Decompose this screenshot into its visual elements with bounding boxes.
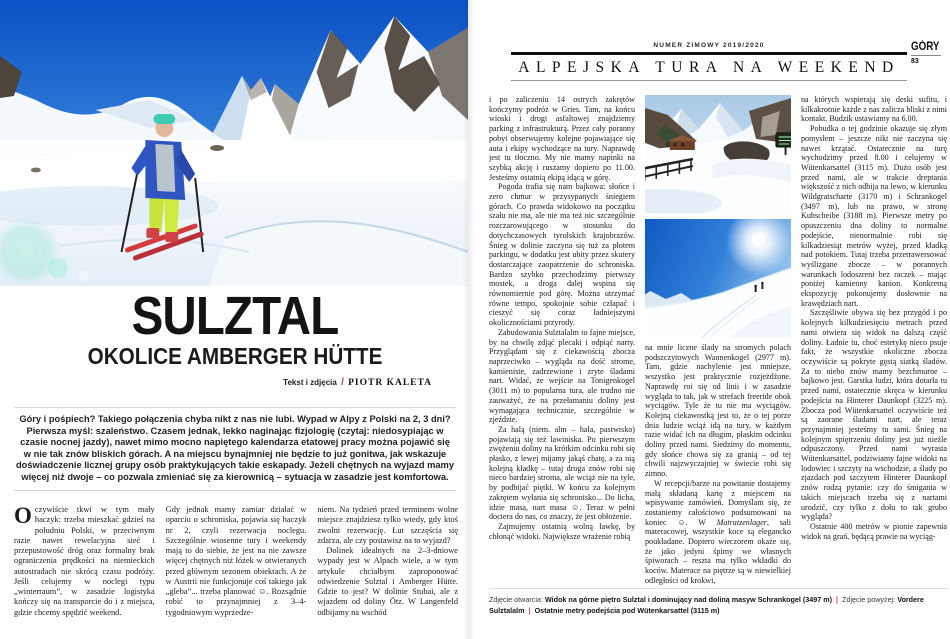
magazine-logo-block [911,41,947,65]
left-column-1 [14,505,155,637]
left-page-columns [14,505,458,637]
body-text: na których wspierają się deski sufitu, i kilkakrotnie każde z nas zalicza bliski z nimi kontakt. Budzik ustawiamy na 6.00. [801,95,947,124]
logo-rule [911,55,941,56]
right-column-3 [801,95,947,585]
credit-label: Tekst i zdjęcia [283,378,337,388]
byline [0,377,470,388]
drop-cap: O [14,505,32,528]
body-text: Dolinek idealnych na 2–3-dniowe wypady jest w Alpach wiele, a w tym artykule chciałbym zaproponować odwiedzenie Sulztal i Amberger Hütte. Gdzie to jest? W dolinie Stubai, ale z wjazdem od doliny Ötz. W Langenfeld odbijamy na wschód [317,546,458,617]
body-text-italic: Matratzenlager [716,517,767,527]
page-number: 83 [911,58,919,65]
header-rule-thick [511,52,907,55]
body-text: czywiście tkwi w tym mały haczyk: trzeba mieszkać gdzieś na południu Polski, w przeciwnym razie nawet rewelacyjna sieć i przepustowość dróg oraz formalny brak ograniczenia prędkości na niemieckich autostradach nie skrócą czasu podróży. Jeśli celujemy w noclegi typu „winterraum”, w zasadzie logistyka kończy się na transporcie do i z miejsca, gdzie chcemy spędzić weekend. [14,505,155,617]
caption-separator: | [836,595,839,604]
body-text: W recepcji/barze na powitanie dostajemy małą składaną kartę z miejscem na wpisywanie zamówień. Domyślam się, że zostaniemy całościowo podsumowani na koniec ☺. W [645,478,791,527]
photo-sunny-slope-illustration [645,219,791,337]
body-text: Zabudowania Sulztalalm to fajne miejsce, by na chwilę zdjąć plecaki i odpiąć narty. Przyglądam się z ciekawością zbocza naprzeciwko – wygląda na dość strome, kamieniste, zadrzewione i zryte śladami nart. Widać, że wejście na Tonigenkogel (3011 m) to popularna tura, ale trudno nie zauważyć, że na przełamaniu doliny jest wymagająca technicznie, szczególnie w zjeździe. [489,327,635,425]
caption-label: Zdjęcie otwarcia: [489,595,543,604]
article-subtitle: OKOLICE AMBERGER HÜTTE [87,343,383,369]
body-text [645,479,791,585]
photo-caption [489,588,947,617]
body-text: na mnie liczne ślady na stromych polach podszczytowych Wannenkogel (2977 m). Tam, gdzie nachylenie jest mniejsze, wszystko jest praktycznie rozjeżdżone. Naprawdę roi się od linii i w zasadzie wygląda to tak, jak w strefach freeride obok wyciągów. Tyle że tu nie ma wyciągów. Kolejną ciekawostką jest to, że o tej porze dnia ludzie wciąż idą na tury, w każdym razie widać ich na długim, płaskim odcinku doliny przed nami. Siedzimy do momentu, gdy słońce chowa się za granią – od tej chwili najzwyczajniej w świecie robi się zimno. [645,343,791,479]
body-text: Zajmujemy ostatnią wolną ławkę, by chłonąć widoki. Największe wrażenie robią [489,521,635,541]
right-column-2 [645,95,791,585]
page-fold [463,0,475,639]
caption-label: Zdjęcie powyżej: [842,595,896,604]
left-column-2 [166,505,307,637]
section-title: ALPEJSKA TURA NA WEEKEND [518,59,900,76]
body-text: Szczęśliwie obywa się bez przygód i po kolejnych kilkudziesięciu metrach przed nami otwiera się widok na dalszą część doliny. Ładnie tu, choć estetykę nieco psuje fakt, że wszystkie okoliczne zbocza oczywiście są pokryte gęstą siatką śladów. Za to niebo znów mamy bezchmurne – bajkowo jest. Garstka ludzi, która dotarła tu przed nami, ostatecznie skręca w kierunku podejścia na Hinterer Daunkopf (3225 m). Zbocza pod Wütenkarsattel oczywiście też są zaorane śladami nart, ale teraz przynajmniej jesteśmy tu sami. Śnieg na kolejnym spiętrzeniu doliny jest już nieźle odpuszczony. Przed nami wyrasta Wütenkarsattel, podziwiamy fajne widoki na lodowiec i szczyty na wschodzie, a ślady po zjazdach pod szczytem Hinterer Daunkopf znów rodzą pytanie: czy do śmigania w takich miejscach trzeba się z nartami urodzić, czy tylko z dołu to tak grubo wygląda? [801,308,947,522]
credit-author: PIOTR KALETA [348,378,432,389]
body-text: i po zaliczeniu 14 ostrych zakrętów kończymy podróż w Gries. Tam, na końcu wioski i drogi asfaltowej znajdziemy parking z infrastrukturą. Przez cały poranny pobyt obserwujemy kolejne pojawiające się auta i ekipy wychodzące na tury. Naprawdę jest tu tłoczno. My nie mamy napinki na szybką akcję i ruszamy dopiero po 11.00. Jesteśmy ostatnią ekipą idącą w górę. [489,95,635,182]
photo-valley-hut-illustration [645,95,791,213]
photo-valley-hut [645,95,791,213]
photo-sunny-slope [645,219,791,337]
body-text: Gdy jednak mamy zamiar działać w oparciu o schroniska, pojawia się haczyk nr 2, czyli rezerwacja noclegu. Szczególnie wiosenne tury i weekendy mają to do siebie, że jest na nie zawsze więcej chętnych niż łóżek w otwieranych przed głównym sezonem obiektach. A że w Austrii nie funkcjonuje coś takiego jak „gleba”... trzeba planować ☺. Rozsądnie robić to przynajmniej z 3–4-tygodniowym wyprzedze- [165,505,307,617]
section-header [511,42,907,81]
body-text: Pogoda trafia się nam bajkowa: słońce i zero chmur w przysypanych śniegiem górach. Co prawda widokowo na początku szału nie ma, ale nie ma też nic szczególnie rozczarowującego w stosunku do dotychczasowych tyrolskich krajobrazów. Śnieg w dolinie zaczyna się tuż za płotem parkingu, w dodatku jest ubity przez skutery dostarczające zaopatrzenie do schroniska. Bardzo szybko przechodzimy pierwszy mostek, a droga dalej wspina się równomiernie pod górę. Można utrzymać równe tempo, spokojnie sobie człapać i cieszyć się coraz ładniejszymi okolicznościami przyrody. [489,182,635,328]
body-text: Ostatnie 400 metrów w pionie zapewnia widok na grań, będącą prawie na wyciąg- [801,521,947,541]
credit-slash: / [341,377,344,389]
caption-text: Vordere Sulztalalm [489,595,924,615]
magazine-logo: GÓRY [911,41,940,53]
right-column-1 [489,95,635,585]
right-page-columns [489,95,947,585]
body-text: niem. Na tydzień przed terminem wolne miejsce znajdziesz tylko wtedy, gdy ktoś zwolni rezerwację. Łut szczęścia się zdarza, ale czy postawisz na to wyjazd? [317,505,458,545]
header-rule-thin [511,80,907,81]
article-lead: Góry i pośpiech? Takiego połączenia chyba nikt z nas nie lubi. Wypad w Alpy z Polski na 2, 3 dni? Pierwsza myśl: szaleństwo. Czasem jednak, lekko naginając fizjologię (czytaj: niedosypiając w czasie nocnej jazdy), nawet mimo mocno napiętego kalendarza etatowej pracy można pojawić się w nie tak znów bliskich górach. A na miejscu bynajmniej nie będzie to już gonitwa, jak wskazuje doświadczenie licznej grupy osób praktykujących takie eskapady. Jeżeli chętnych na wyjazd mamy więcej niż dwoje – co pozwala zmieniać się za kierownicą – sytuacja w zasadzie jest komfortowa. [14,407,456,491]
body-text: , sali materacowej, wszystkie koce są elegancko poukładane. Dopiero wieczorem okaże się, że jako jedyni śpimy we własnych śpiworach – reszta ma tylko wkładki do koców. Materace na piętrze są w niewielkiej odległości od krokwi, [645,517,791,585]
hero-photo-illustration [0,0,468,286]
body-text: Za halą (niem. alm – hala, pastwisko) pojawiają się też lawiniska. Po pierwszym zwężeniu doliny na krótkim odcinku robi się płasko, z lewej mijamy jakąś chatę, a za nią kolejną kładkę – tutaj droga znów robi się nieco bardziej stroma, ale wciąż nie na tyle, by podbijać piętki. W końcu za kolejnym zakrętem wyłania się schronisko... Do licha, idzie masa, nart masa ☺. Teraz w pełni dociera do nas, co znaczy, że jest obłożenie. [489,424,635,522]
issue-label: NUMER ZIMOWY 2019/2020 [653,42,765,49]
caption-text: Ostatnie metry podejścia pod Wütenkarsattel (3115 m) [534,605,720,615]
body-text: Pobudka o tej godzinie okazuje się złym pomysłem – jeszcze nikt nie zaczyna się nawet krzątać. Ostatecznie na turę wychodzimy przed 8.00 i celujemy w Wütenkarsattel (3115 m). Dużo osób jest przed nami, ale w trakcie dreptania większość z nich odbija na lewo, w kierunku Wildgratscharte (3170 m) i Schrankogel (3497 m), lub na prawo, w stronę Kuhscheibe (3188 m). Pierwsze metry po opuszczeniu dna doliny to normalne podejście, nienormalnie robi się kilkadziesiąt metrów wyżej, przed kładką nad potokiem. Tutaj trzeba przetrawersować wyślizgane zbocze – w porannych warunkach lodoszreni bez raczek – mając poniżej kamienny kanion. Konkretną ekspozycję pokonujemy dosłownie na krawędziach nart. [801,124,947,308]
article-title: SULZTAL [131,286,339,346]
title-block [0,286,470,389]
caption-text: Widok na górne piętro Sulztal i dominujący nad doliną masyw Schrankogel (3497 m) [544,595,833,604]
hero-photo-ski-tourer [0,0,468,286]
caption-separator: | [528,605,531,615]
left-column-3 [317,505,458,637]
